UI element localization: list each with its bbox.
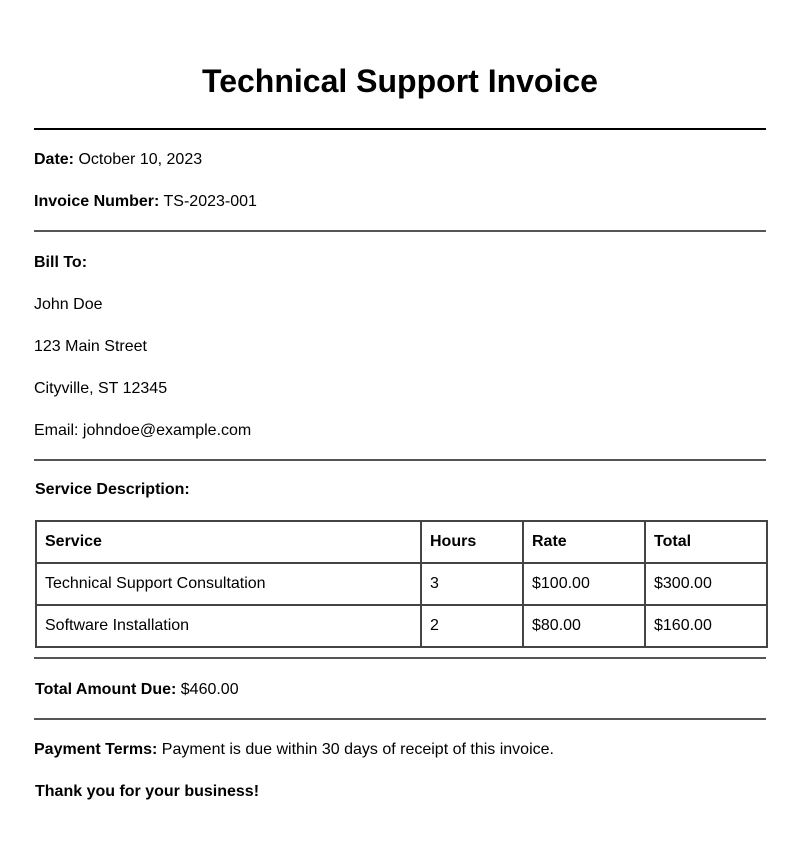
total-section — [34, 659, 766, 700]
total-label: Total Amount Due: — [35, 681, 177, 698]
service-heading-label: Service Description: — [35, 481, 190, 498]
table-row — [36, 605, 767, 647]
total-value: $460.00 — [180, 681, 239, 698]
bill-to-street: 123 Main Street — [34, 338, 147, 355]
bill-to-email: Email: johndoe@example.com — [34, 422, 252, 439]
bill-to-section — [34, 232, 766, 441]
bill-to-label-line — [34, 253, 766, 273]
column-header-rate: Rate — [523, 521, 645, 563]
column-header-hours: Hours — [421, 521, 523, 563]
table-row — [36, 563, 767, 605]
rate-cell: $80.00 — [523, 605, 645, 647]
hours-cell: 3 — [421, 563, 523, 605]
rate-cell: $100.00 — [523, 563, 645, 605]
bill-to-label: Bill To: — [34, 254, 88, 271]
service-section-heading — [34, 461, 766, 500]
total-cell: $300.00 — [645, 563, 767, 605]
date-label: Date: — [34, 151, 75, 168]
invoice-title: Technical Support Invoice — [202, 63, 598, 99]
service-cell: Software Installation — [36, 605, 421, 647]
invoice-number-label: Invoice Number: — [34, 193, 160, 210]
service-cell: Technical Support Consultation — [36, 563, 421, 605]
date-value: October 10, 2023 — [78, 151, 203, 168]
invoice-meta — [34, 130, 766, 212]
total-cell: $160.00 — [645, 605, 767, 647]
terms-text: Payment is due within 30 days of receipt of this invoice. — [161, 741, 554, 758]
invoice-number-value: TS-2023-001 — [163, 193, 257, 210]
thank-you-note: Thank you for your business! — [35, 783, 260, 800]
terms-label: Payment Terms: — [34, 741, 158, 758]
column-header-service: Service — [36, 521, 421, 563]
bill-to-city: Cityville, ST 12345 — [34, 380, 168, 397]
invoice-number-line — [34, 192, 766, 212]
column-header-total: Total — [645, 521, 767, 563]
terms-section — [34, 720, 766, 802]
services-table — [35, 520, 768, 648]
hours-cell: 2 — [421, 605, 523, 647]
table-header-row — [36, 521, 767, 563]
bill-to-name: John Doe — [34, 296, 103, 313]
date-line — [34, 150, 766, 170]
